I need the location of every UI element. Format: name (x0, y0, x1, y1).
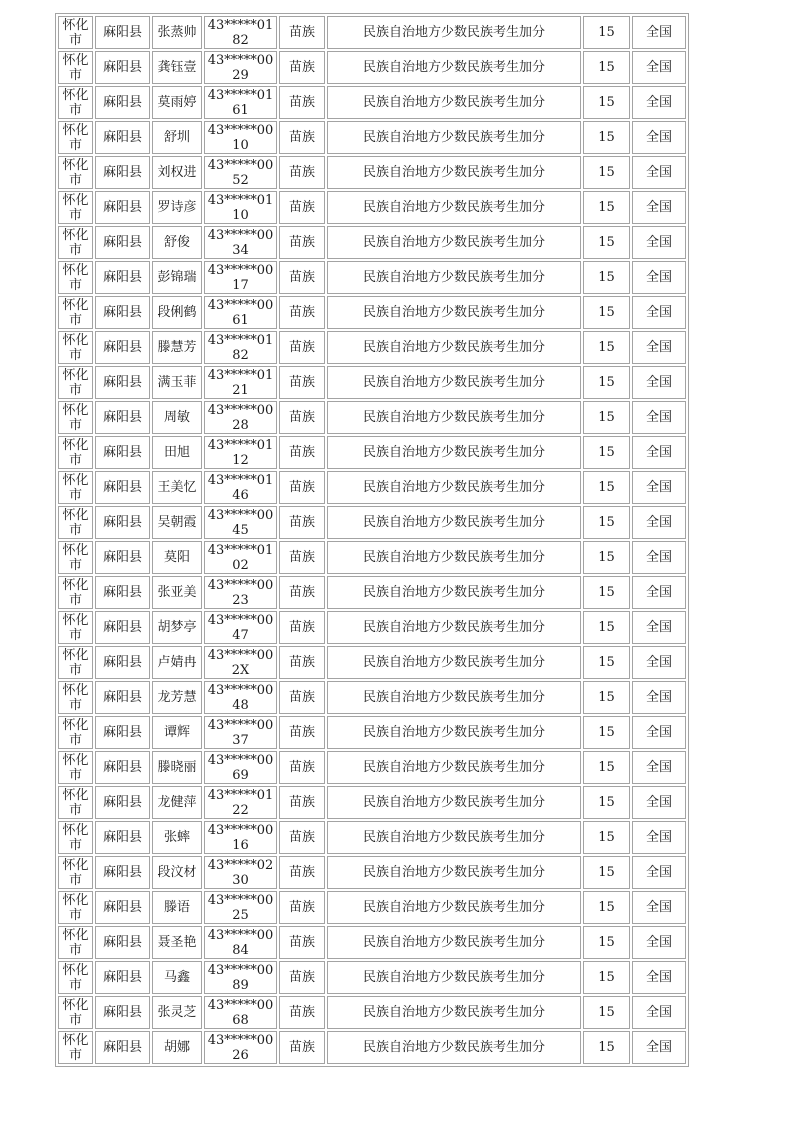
cell-policy: 民族自治地方少数民族考生加分 (327, 996, 581, 1029)
table-row (58, 996, 686, 1029)
cell-ethnicity: 苗族 (279, 786, 325, 819)
cell-policy: 民族自治地方少数民族考生加分 (327, 86, 581, 119)
table-row (58, 716, 686, 749)
cell-name: 彭锦瑞 (152, 261, 202, 294)
cell-id-number: 43*****0045 (204, 506, 277, 539)
cell-ethnicity: 苗族 (279, 331, 325, 364)
cell-id-number: 43*****0017 (204, 261, 277, 294)
cell-id-number: 43*****0112 (204, 436, 277, 469)
table-row (58, 191, 686, 224)
cell-city: 怀化市 (58, 191, 93, 224)
cell-name: 龙健萍 (152, 786, 202, 819)
cell-scope: 全国 (632, 576, 686, 609)
table-row (58, 926, 686, 959)
cell-ethnicity: 苗族 (279, 856, 325, 889)
table-row (58, 331, 686, 364)
cell-scope: 全国 (632, 86, 686, 119)
table-row (58, 86, 686, 119)
cell-name: 张亚美 (152, 576, 202, 609)
cell-name: 谭辉 (152, 716, 202, 749)
cell-county: 麻阳县 (95, 541, 150, 574)
cell-ethnicity: 苗族 (279, 751, 325, 784)
cell-county: 麻阳县 (95, 401, 150, 434)
cell-name: 满玉菲 (152, 366, 202, 399)
cell-ethnicity: 苗族 (279, 611, 325, 644)
cell-county: 麻阳县 (95, 821, 150, 854)
table-row (58, 51, 686, 84)
table-row (58, 786, 686, 819)
cell-policy: 民族自治地方少数民族考生加分 (327, 156, 581, 189)
cell-points: 15 (583, 296, 630, 329)
cell-id-number: 43*****0034 (204, 226, 277, 259)
cell-name: 胡梦亭 (152, 611, 202, 644)
cell-policy: 民族自治地方少数民族考生加分 (327, 926, 581, 959)
cell-county: 麻阳县 (95, 471, 150, 504)
cell-scope: 全国 (632, 891, 686, 924)
cell-ethnicity: 苗族 (279, 716, 325, 749)
cell-city: 怀化市 (58, 856, 93, 889)
cell-scope: 全国 (632, 401, 686, 434)
cell-ethnicity: 苗族 (279, 576, 325, 609)
cell-policy: 民族自治地方少数民族考生加分 (327, 436, 581, 469)
cell-scope: 全国 (632, 121, 686, 154)
cell-city: 怀化市 (58, 786, 93, 819)
cell-policy: 民族自治地方少数民族考生加分 (327, 751, 581, 784)
cell-id-number: 43*****0069 (204, 751, 277, 784)
cell-ethnicity: 苗族 (279, 961, 325, 994)
cell-id-number: 43*****0026 (204, 1031, 277, 1064)
cell-name: 吴朝霞 (152, 506, 202, 539)
cell-county: 麻阳县 (95, 331, 150, 364)
cell-name: 胡娜 (152, 1031, 202, 1064)
cell-scope: 全国 (632, 961, 686, 994)
cell-city: 怀化市 (58, 296, 93, 329)
cell-city: 怀化市 (58, 51, 93, 84)
cell-points: 15 (583, 821, 630, 854)
table-row (58, 891, 686, 924)
cell-id-number: 43*****0047 (204, 611, 277, 644)
cell-id-number: 43*****0146 (204, 471, 277, 504)
table-row (58, 1031, 686, 1064)
cell-policy: 民族自治地方少数民族考生加分 (327, 856, 581, 889)
cell-ethnicity: 苗族 (279, 156, 325, 189)
cell-name: 张蟀 (152, 821, 202, 854)
cell-county: 麻阳县 (95, 891, 150, 924)
cell-scope: 全国 (632, 716, 686, 749)
cell-scope: 全国 (632, 471, 686, 504)
cell-ethnicity: 苗族 (279, 191, 325, 224)
cell-points: 15 (583, 961, 630, 994)
cell-id-number: 43*****0028 (204, 401, 277, 434)
cell-county: 麻阳县 (95, 611, 150, 644)
cell-county: 麻阳县 (95, 366, 150, 399)
cell-city: 怀化市 (58, 121, 93, 154)
cell-county: 麻阳县 (95, 261, 150, 294)
cell-points: 15 (583, 541, 630, 574)
cell-points: 15 (583, 261, 630, 294)
cell-scope: 全国 (632, 821, 686, 854)
cell-name: 莫雨婷 (152, 86, 202, 119)
table-row (58, 121, 686, 154)
cell-city: 怀化市 (58, 681, 93, 714)
cell-id-number: 43*****0084 (204, 926, 277, 959)
table-row (58, 961, 686, 994)
cell-id-number: 43*****0110 (204, 191, 277, 224)
cell-county: 麻阳县 (95, 226, 150, 259)
cell-id-number: 43*****0037 (204, 716, 277, 749)
table-row (58, 226, 686, 259)
cell-county: 麻阳县 (95, 961, 150, 994)
cell-scope: 全国 (632, 1031, 686, 1064)
cell-county: 麻阳县 (95, 506, 150, 539)
cell-county: 麻阳县 (95, 16, 150, 49)
cell-id-number: 43*****0161 (204, 86, 277, 119)
cell-scope: 全国 (632, 786, 686, 819)
cell-points: 15 (583, 331, 630, 364)
cell-city: 怀化市 (58, 926, 93, 959)
cell-points: 15 (583, 86, 630, 119)
table-row (58, 576, 686, 609)
cell-name: 张灵芝 (152, 996, 202, 1029)
cell-city: 怀化市 (58, 891, 93, 924)
cell-policy: 民族自治地方少数民族考生加分 (327, 471, 581, 504)
cell-county: 麻阳县 (95, 191, 150, 224)
cell-name: 段俐鹤 (152, 296, 202, 329)
cell-scope: 全国 (632, 681, 686, 714)
cell-policy: 民族自治地方少数民族考生加分 (327, 296, 581, 329)
cell-id-number: 43*****0102 (204, 541, 277, 574)
table-row (58, 16, 686, 49)
cell-points: 15 (583, 576, 630, 609)
cell-policy: 民族自治地方少数民族考生加分 (327, 366, 581, 399)
cell-city: 怀化市 (58, 716, 93, 749)
cell-name: 龚钰壹 (152, 51, 202, 84)
cell-ethnicity: 苗族 (279, 681, 325, 714)
cell-id-number: 43*****0182 (204, 331, 277, 364)
cell-id-number: 43*****0068 (204, 996, 277, 1029)
cell-ethnicity: 苗族 (279, 646, 325, 679)
table-row (58, 471, 686, 504)
cell-name: 段汶材 (152, 856, 202, 889)
cell-id-number: 43*****0230 (204, 856, 277, 889)
cell-points: 15 (583, 926, 630, 959)
cell-scope: 全国 (632, 926, 686, 959)
cell-city: 怀化市 (58, 401, 93, 434)
cell-city: 怀化市 (58, 821, 93, 854)
cell-scope: 全国 (632, 611, 686, 644)
cell-city: 怀化市 (58, 156, 93, 189)
cell-policy: 民族自治地方少数民族考生加分 (327, 821, 581, 854)
cell-scope: 全国 (632, 156, 686, 189)
cell-policy: 民族自治地方少数民族考生加分 (327, 786, 581, 819)
cell-policy: 民族自治地方少数民族考生加分 (327, 226, 581, 259)
cell-name: 龙芳慧 (152, 681, 202, 714)
cell-id-number: 43*****0121 (204, 366, 277, 399)
table-row (58, 856, 686, 889)
cell-scope: 全国 (632, 331, 686, 364)
cell-scope: 全国 (632, 51, 686, 84)
cell-policy: 民族自治地方少数民族考生加分 (327, 681, 581, 714)
cell-county: 麻阳县 (95, 51, 150, 84)
table-row (58, 506, 686, 539)
cell-ethnicity: 苗族 (279, 86, 325, 119)
cell-policy: 民族自治地方少数民族考生加分 (327, 51, 581, 84)
cell-scope: 全国 (632, 366, 686, 399)
cell-county: 麻阳县 (95, 296, 150, 329)
cell-policy: 民族自治地方少数民族考生加分 (327, 1031, 581, 1064)
cell-name: 刘权进 (152, 156, 202, 189)
cell-points: 15 (583, 891, 630, 924)
cell-ethnicity: 苗族 (279, 366, 325, 399)
cell-name: 卢婧冉 (152, 646, 202, 679)
cell-policy: 民族自治地方少数民族考生加分 (327, 401, 581, 434)
cell-name: 舒俊 (152, 226, 202, 259)
cell-scope: 全国 (632, 506, 686, 539)
cell-county: 麻阳县 (95, 926, 150, 959)
cell-name: 聂圣艳 (152, 926, 202, 959)
cell-ethnicity: 苗族 (279, 926, 325, 959)
cell-ethnicity: 苗族 (279, 261, 325, 294)
cell-ethnicity: 苗族 (279, 436, 325, 469)
cell-ethnicity: 苗族 (279, 471, 325, 504)
cell-city: 怀化市 (58, 226, 93, 259)
cell-scope: 全国 (632, 191, 686, 224)
table-row (58, 611, 686, 644)
cell-ethnicity: 苗族 (279, 1031, 325, 1064)
cell-name: 田旭 (152, 436, 202, 469)
cell-id-number: 43*****0122 (204, 786, 277, 819)
cell-ethnicity: 苗族 (279, 226, 325, 259)
cell-county: 麻阳县 (95, 121, 150, 154)
cell-points: 15 (583, 436, 630, 469)
cell-id-number: 43*****0025 (204, 891, 277, 924)
cell-ethnicity: 苗族 (279, 996, 325, 1029)
cell-points: 15 (583, 51, 630, 84)
cell-points: 15 (583, 471, 630, 504)
cell-id-number: 43*****0016 (204, 821, 277, 854)
cell-policy: 民族自治地方少数民族考生加分 (327, 541, 581, 574)
cell-policy: 民族自治地方少数民族考生加分 (327, 331, 581, 364)
cell-scope: 全国 (632, 646, 686, 679)
table-row (58, 261, 686, 294)
cell-points: 15 (583, 786, 630, 819)
cell-scope: 全国 (632, 261, 686, 294)
cell-city: 怀化市 (58, 331, 93, 364)
cell-policy: 民族自治地方少数民族考生加分 (327, 191, 581, 224)
cell-scope: 全国 (632, 751, 686, 784)
cell-name: 舒圳 (152, 121, 202, 154)
table-row (58, 646, 686, 679)
cell-county: 麻阳县 (95, 996, 150, 1029)
cell-city: 怀化市 (58, 751, 93, 784)
cell-ethnicity: 苗族 (279, 51, 325, 84)
cell-name: 滕语 (152, 891, 202, 924)
cell-name: 马鑫 (152, 961, 202, 994)
cell-id-number: 43*****0061 (204, 296, 277, 329)
cell-points: 15 (583, 156, 630, 189)
cell-points: 15 (583, 226, 630, 259)
cell-city: 怀化市 (58, 1031, 93, 1064)
table-row (58, 296, 686, 329)
cell-city: 怀化市 (58, 471, 93, 504)
cell-policy: 民族自治地方少数民族考生加分 (327, 961, 581, 994)
cell-county: 麻阳县 (95, 156, 150, 189)
cell-county: 麻阳县 (95, 681, 150, 714)
cell-city: 怀化市 (58, 366, 93, 399)
cell-points: 15 (583, 611, 630, 644)
cell-id-number: 43*****0048 (204, 681, 277, 714)
bonus-points-table (55, 13, 689, 1067)
cell-name: 张蒸帅 (152, 16, 202, 49)
cell-policy: 民族自治地方少数民族考生加分 (327, 716, 581, 749)
cell-id-number: 43*****0182 (204, 16, 277, 49)
cell-scope: 全国 (632, 541, 686, 574)
table-body (58, 16, 686, 1064)
table-row (58, 821, 686, 854)
cell-ethnicity: 苗族 (279, 296, 325, 329)
cell-name: 王美忆 (152, 471, 202, 504)
cell-ethnicity: 苗族 (279, 891, 325, 924)
cell-name: 滕慧芳 (152, 331, 202, 364)
cell-policy: 民族自治地方少数民族考生加分 (327, 646, 581, 679)
cell-city: 怀化市 (58, 611, 93, 644)
cell-policy: 民族自治地方少数民族考生加分 (327, 891, 581, 924)
table-row (58, 366, 686, 399)
cell-ethnicity: 苗族 (279, 401, 325, 434)
cell-points: 15 (583, 366, 630, 399)
table-row (58, 401, 686, 434)
cell-policy: 民族自治地方少数民族考生加分 (327, 261, 581, 294)
cell-county: 麻阳县 (95, 786, 150, 819)
cell-points: 15 (583, 751, 630, 784)
cell-ethnicity: 苗族 (279, 541, 325, 574)
cell-points: 15 (583, 191, 630, 224)
cell-policy: 民族自治地方少数民族考生加分 (327, 121, 581, 154)
cell-ethnicity: 苗族 (279, 506, 325, 539)
cell-city: 怀化市 (58, 961, 93, 994)
cell-county: 麻阳县 (95, 86, 150, 119)
cell-ethnicity: 苗族 (279, 121, 325, 154)
table-row (58, 436, 686, 469)
cell-policy: 民族自治地方少数民族考生加分 (327, 16, 581, 49)
cell-city: 怀化市 (58, 436, 93, 469)
cell-county: 麻阳县 (95, 576, 150, 609)
cell-ethnicity: 苗族 (279, 16, 325, 49)
cell-policy: 民族自治地方少数民族考生加分 (327, 611, 581, 644)
cell-scope: 全国 (632, 436, 686, 469)
cell-city: 怀化市 (58, 506, 93, 539)
table-row (58, 541, 686, 574)
cell-name: 罗诗彦 (152, 191, 202, 224)
cell-county: 麻阳县 (95, 646, 150, 679)
cell-points: 15 (583, 506, 630, 539)
cell-county: 麻阳县 (95, 436, 150, 469)
cell-county: 麻阳县 (95, 716, 150, 749)
cell-points: 15 (583, 716, 630, 749)
cell-city: 怀化市 (58, 86, 93, 119)
cell-id-number: 43*****0052 (204, 156, 277, 189)
cell-points: 15 (583, 121, 630, 154)
cell-points: 15 (583, 16, 630, 49)
cell-scope: 全国 (632, 296, 686, 329)
cell-city: 怀化市 (58, 16, 93, 49)
cell-county: 麻阳县 (95, 1031, 150, 1064)
cell-scope: 全国 (632, 856, 686, 889)
cell-scope: 全国 (632, 16, 686, 49)
cell-points: 15 (583, 401, 630, 434)
cell-name: 滕晓丽 (152, 751, 202, 784)
cell-city: 怀化市 (58, 996, 93, 1029)
cell-policy: 民族自治地方少数民族考生加分 (327, 506, 581, 539)
table-row (58, 681, 686, 714)
table-row (58, 156, 686, 189)
cell-id-number: 43*****0023 (204, 576, 277, 609)
cell-scope: 全国 (632, 226, 686, 259)
cell-points: 15 (583, 681, 630, 714)
cell-id-number: 43*****0089 (204, 961, 277, 994)
cell-scope: 全国 (632, 996, 686, 1029)
cell-id-number: 43*****0010 (204, 121, 277, 154)
cell-city: 怀化市 (58, 261, 93, 294)
cell-city: 怀化市 (58, 576, 93, 609)
cell-points: 15 (583, 996, 630, 1029)
cell-ethnicity: 苗族 (279, 821, 325, 854)
cell-city: 怀化市 (58, 541, 93, 574)
cell-points: 15 (583, 1031, 630, 1064)
cell-county: 麻阳县 (95, 856, 150, 889)
cell-policy: 民族自治地方少数民族考生加分 (327, 576, 581, 609)
cell-name: 周敏 (152, 401, 202, 434)
table-row (58, 751, 686, 784)
cell-name: 莫阳 (152, 541, 202, 574)
cell-points: 15 (583, 856, 630, 889)
cell-county: 麻阳县 (95, 751, 150, 784)
cell-id-number: 43*****0029 (204, 51, 277, 84)
cell-id-number: 43*****002X (204, 646, 277, 679)
cell-city: 怀化市 (58, 646, 93, 679)
cell-points: 15 (583, 646, 630, 679)
